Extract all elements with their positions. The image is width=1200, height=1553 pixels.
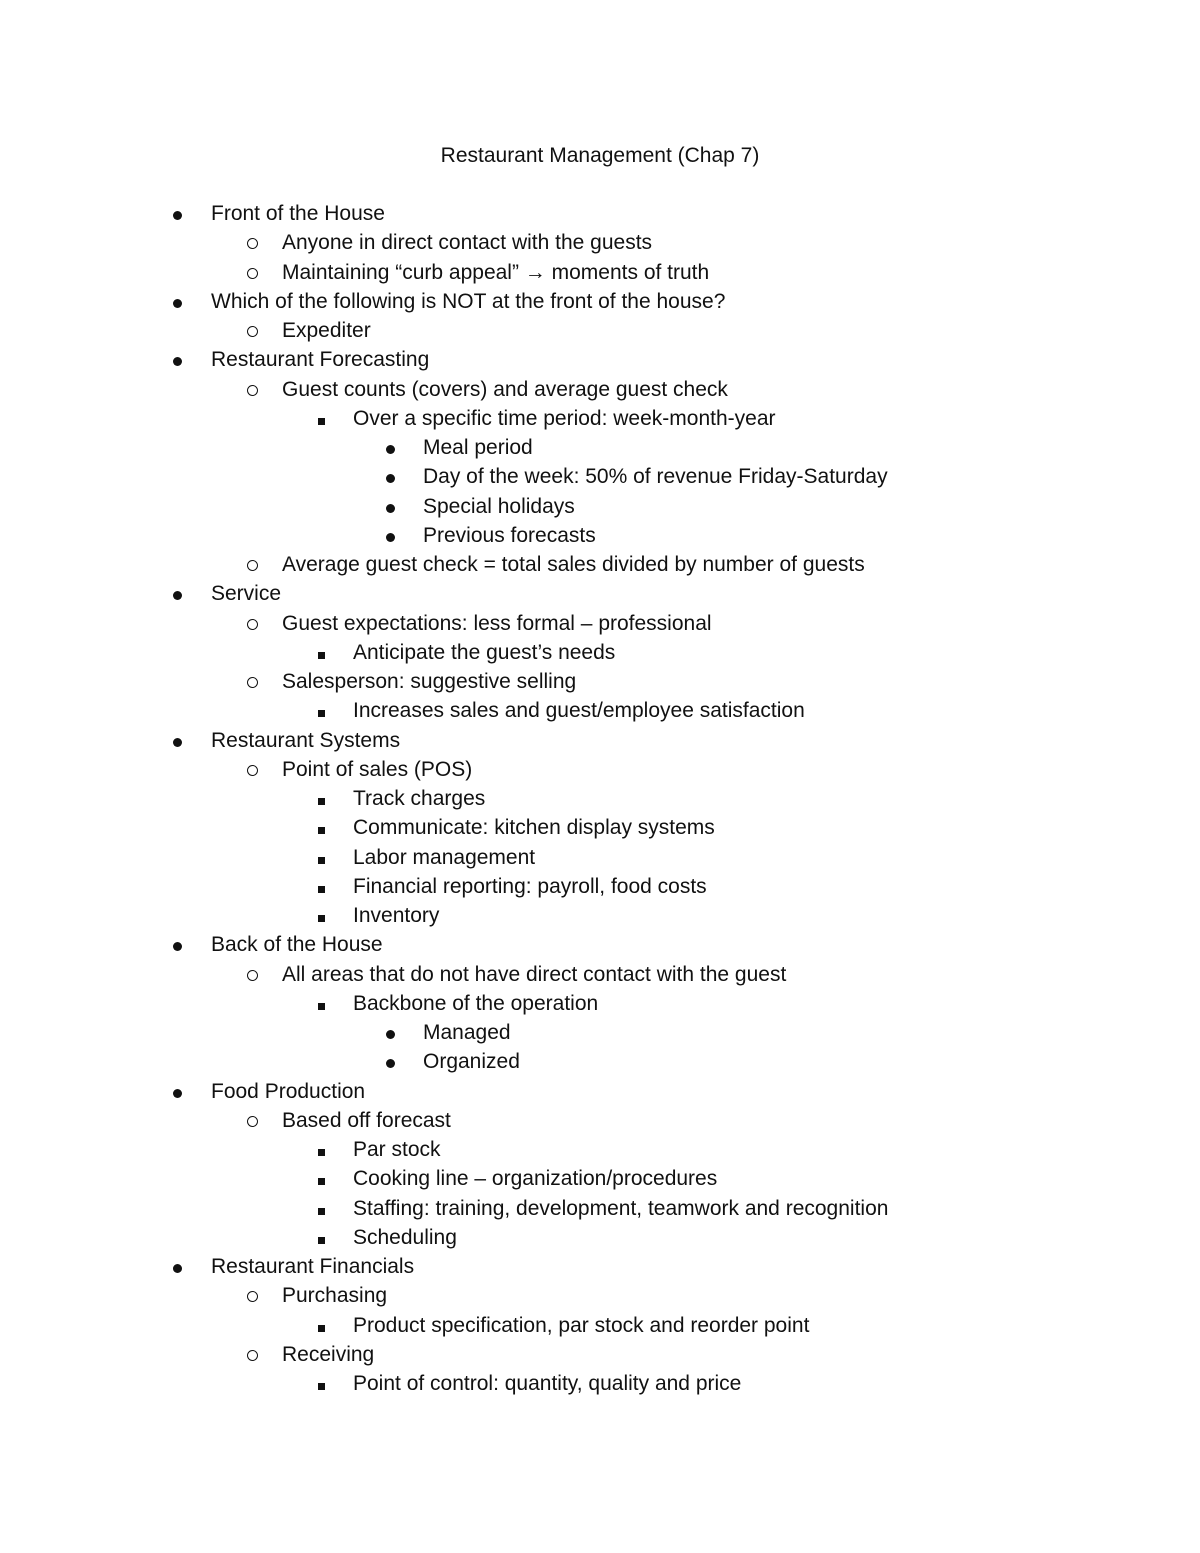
dot-bullet-icon — [386, 433, 400, 462]
outline-item-text: Anticipate the guest’s needs — [353, 640, 616, 664]
outline-item-text: Day of the week: 50% of revenue Friday-Saturday — [423, 465, 888, 489]
square-bullet-icon — [318, 1194, 332, 1223]
outline-list — [0, 199, 1200, 1398]
outline-item-text: Track charges — [353, 787, 486, 810]
dot-bullet-icon — [173, 930, 187, 959]
outline-item-level-1 — [0, 550, 1200, 579]
dot-bullet-icon — [386, 462, 400, 491]
outline-item-text: Increases sales and guest/employee satisfaction — [353, 699, 805, 723]
outline-item-level-3 — [0, 1047, 1200, 1076]
outline-item-text: Meal period — [423, 436, 533, 459]
ring-bullet-icon — [247, 258, 261, 287]
ring-bullet-icon — [247, 228, 261, 257]
outline-item-text: Expediter — [282, 319, 371, 342]
outline-item-level-2 — [0, 872, 1200, 901]
outline-item-level-2 — [0, 813, 1200, 842]
outline-item-level-2 — [0, 404, 1200, 433]
outline-item-level-3 — [0, 492, 1200, 521]
outline-item-text: Front of the House — [211, 202, 385, 225]
ring-bullet-icon — [247, 1281, 261, 1310]
outline-item-text: Organized — [423, 1050, 520, 1074]
outline-item-text: Staffing: training, development, teamwork and recognition — [353, 1196, 889, 1220]
outline-item-text: Salesperson: suggestive selling — [282, 670, 577, 693]
outline-item-text: Labor management — [353, 845, 536, 869]
ring-bullet-icon — [247, 375, 261, 404]
outline-item-text: Cooking line – organization/procedures — [353, 1167, 718, 1191]
outline-item-level-0 — [0, 199, 1200, 228]
outline-item-level-2 — [0, 989, 1200, 1018]
ring-bullet-icon — [247, 609, 261, 638]
outline-item-level-2 — [0, 1164, 1200, 1193]
outline-item-level-0 — [0, 726, 1200, 755]
square-bullet-icon — [318, 901, 332, 930]
outline-item-level-1 — [0, 375, 1200, 404]
dot-bullet-icon — [173, 1077, 187, 1106]
outline-item-level-2 — [0, 784, 1200, 813]
outline-item-level-2 — [0, 638, 1200, 667]
dot-bullet-icon — [173, 726, 187, 755]
outline-item-level-0 — [0, 930, 1200, 959]
dot-bullet-icon — [386, 1018, 400, 1047]
outline-item-level-0 — [0, 287, 1200, 316]
square-bullet-icon — [318, 813, 332, 842]
outline-item-text: Communicate: kitchen display systems — [353, 816, 715, 840]
outline-item-level-0 — [0, 1252, 1200, 1281]
outline-item-level-2 — [0, 901, 1200, 930]
dot-bullet-icon — [386, 492, 400, 521]
outline-item-level-2 — [0, 843, 1200, 872]
outline-item-level-3 — [0, 1018, 1200, 1047]
outline-item-level-1 — [0, 960, 1200, 989]
outline-item-text: Over a specific time period: week-month-year — [353, 406, 776, 430]
outline-item-text: Average guest check = total sales divided by number of guests — [282, 553, 865, 576]
dot-bullet-icon — [386, 1047, 400, 1076]
outline-item-text: Anyone in direct contact with the guests — [282, 231, 653, 255]
ring-bullet-icon — [247, 755, 261, 784]
square-bullet-icon — [318, 1311, 332, 1340]
ring-bullet-icon — [247, 960, 261, 989]
outline-item-text: Restaurant Financials — [211, 1255, 415, 1278]
outline-item-level-1 — [0, 228, 1200, 257]
ring-bullet-icon — [247, 1106, 261, 1135]
outline-item-level-1 — [0, 258, 1200, 287]
outline-item-level-3 — [0, 521, 1200, 550]
outline-item-level-1 — [0, 1340, 1200, 1369]
ring-bullet-icon — [247, 316, 261, 345]
page-title: Restaurant Management (Chap 7) — [440, 144, 760, 167]
dot-bullet-icon — [173, 579, 187, 608]
outline-item-text: Service — [211, 582, 282, 606]
dot-bullet-icon — [173, 199, 187, 228]
outline-item-text: Par stock — [353, 1138, 441, 1161]
outline-item-text: Purchasing — [282, 1284, 388, 1308]
outline-item-text: Guest counts (covers) and average guest check — [282, 377, 728, 401]
outline-item-level-1 — [0, 609, 1200, 638]
outline-item-level-3 — [0, 433, 1200, 462]
outline-item-text: Backbone of the operation — [353, 991, 599, 1015]
ring-bullet-icon — [247, 550, 261, 579]
square-bullet-icon — [318, 989, 332, 1018]
outline-item-level-0 — [0, 579, 1200, 608]
outline-item-level-2 — [0, 1135, 1200, 1164]
outline-item-level-2 — [0, 1369, 1200, 1398]
outline-item-text: Food Production — [211, 1079, 366, 1103]
outline-item-text: Financial reporting: payroll, food costs — [353, 874, 707, 898]
outline-item-level-1 — [0, 667, 1200, 696]
outline-item-text: Managed — [423, 1021, 511, 1044]
outline-item-text: Point of sales (POS) — [282, 757, 473, 781]
outline-item-text: Back of the House — [211, 933, 383, 957]
outline-item-text: Based off forecast — [282, 1108, 451, 1132]
dot-bullet-icon — [173, 345, 187, 374]
outline-item-text: Point of control: quantity, quality and price — [353, 1372, 742, 1395]
outline-item-text: Maintaining “curb appeal” → moments of truth — [282, 260, 710, 284]
outline-item-level-2 — [0, 1194, 1200, 1223]
square-bullet-icon — [318, 843, 332, 872]
outline-item-level-1 — [0, 1106, 1200, 1135]
square-bullet-icon — [318, 1223, 332, 1252]
dot-bullet-icon — [386, 521, 400, 550]
outline-item-text: Product specification, par stock and reorder point — [353, 1313, 810, 1337]
ring-bullet-icon — [247, 667, 261, 696]
outline-item-text: Which of the following is NOT at the front of the house? — [211, 289, 726, 313]
outline-item-level-2 — [0, 1223, 1200, 1252]
ring-bullet-icon — [247, 1340, 261, 1369]
outline-item-level-2 — [0, 696, 1200, 725]
outline-item-level-1 — [0, 755, 1200, 784]
outline-item-text: Restaurant Systems — [211, 728, 401, 752]
outline-item-text: Restaurant Forecasting — [211, 348, 430, 372]
outline-item-level-1 — [0, 1281, 1200, 1310]
square-bullet-icon — [318, 1135, 332, 1164]
square-bullet-icon — [318, 696, 332, 725]
outline-item-text: Receiving — [282, 1342, 375, 1366]
outline-item-level-2 — [0, 1311, 1200, 1340]
outline-item-level-1 — [0, 316, 1200, 345]
dot-bullet-icon — [173, 1252, 187, 1281]
outline-item-text: All areas that do not have direct contact with the guest — [282, 962, 787, 986]
outline-item-text: Scheduling — [353, 1225, 457, 1249]
square-bullet-icon — [318, 784, 332, 813]
outline-item-level-3 — [0, 462, 1200, 491]
outline-item-text: Inventory — [353, 904, 440, 927]
square-bullet-icon — [318, 638, 332, 667]
outline-item-text: Previous forecasts — [423, 523, 596, 547]
square-bullet-icon — [318, 404, 332, 433]
square-bullet-icon — [318, 1164, 332, 1193]
outline-item-level-0 — [0, 345, 1200, 374]
outline-item-text: Special holidays — [423, 494, 575, 518]
square-bullet-icon — [318, 872, 332, 901]
square-bullet-icon — [318, 1369, 332, 1398]
outline-item-text: Guest expectations: less formal – professional — [282, 611, 712, 635]
outline-item-level-0 — [0, 1077, 1200, 1106]
dot-bullet-icon — [173, 287, 187, 316]
